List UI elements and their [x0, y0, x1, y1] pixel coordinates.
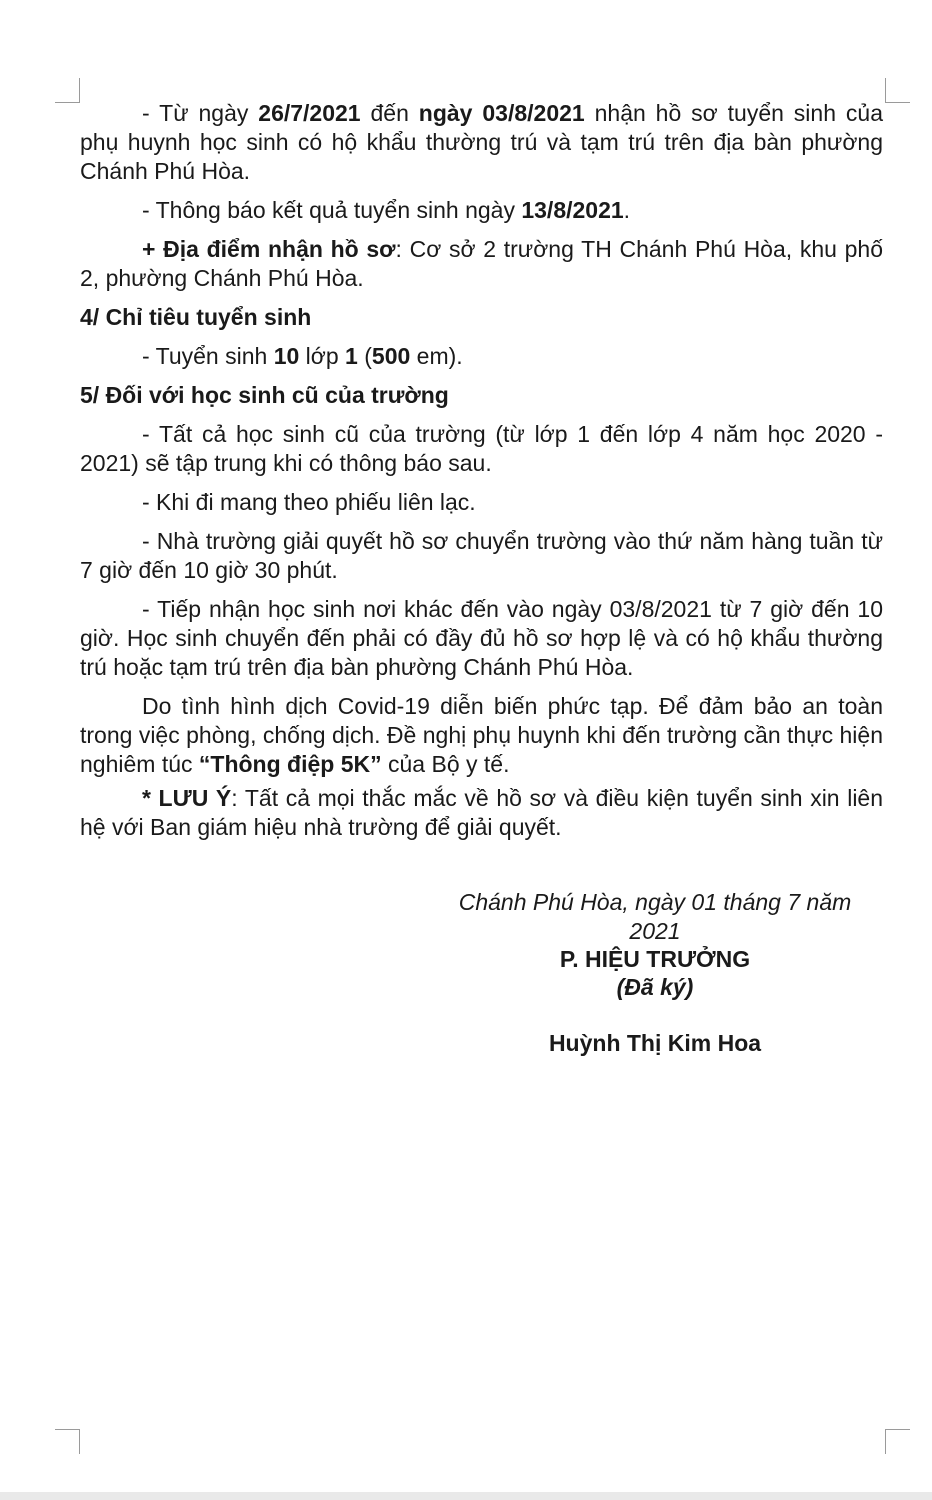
paragraph-note: * LƯU Ý: Tất cả mọi thắc mắc về hồ sơ và điều kiện tuyển sinh xin liên hệ với Ban giám hiệu nhà trường để giải quyết.	[80, 785, 884, 840]
signature-signed-note: (Đã ký)	[616, 974, 694, 1000]
margin-corner-top-left	[55, 78, 80, 103]
paragraph-covid-notice: Do tình hình dịch Covid-19 diễn biến phức tạp. Để đảm bảo an toàn trong việc phòng, chống dịch. Đề nghị phụ huynh khi đến trường cần thực hiện nghiêm túc “Thông điệp 5K” của Bộ y tế.	[80, 693, 883, 777]
heading-section-4: 4/ Chỉ tiêu tuyển sinh	[80, 304, 312, 330]
paragraph-quota: - Tuyển sinh 10 lớp 1 (500 em).	[142, 343, 463, 369]
signature-title: P. HIỆU TRƯỞNG	[559, 946, 751, 972]
paragraph-registration-dates: - Từ ngày 26/7/2021 đến ngày 03/8/2021 nhận hồ sơ tuyển sinh của phụ huynh học sinh có hộ khẩu thường trú và tạm trú trên địa bàn phường Chánh Phú Hòa.	[80, 100, 883, 184]
paragraph-transfer-schedule: - Nhà trường giải quyết hồ sơ chuyển trường vào thứ năm hàng tuần từ 7 giờ đến 10 giờ 30 phút.	[80, 528, 883, 583]
margin-corner-bottom-left	[55, 1429, 80, 1454]
document-body	[80, 99, 883, 852]
margin-corner-bottom-right	[885, 1429, 910, 1454]
heading-section-5: 5/ Đối với học sinh cũ của trường	[80, 382, 449, 408]
signature-place-date: Chánh Phú Hòa, ngày 01 tháng 7 năm 2021	[458, 889, 852, 944]
paragraph-location: + Địa điểm nhận hồ sơ: Cơ sở 2 trường TH Chánh Phú Hòa, khu phố 2, phường Chánh Phú Hòa.	[80, 236, 883, 291]
margin-corner-top-right	[885, 78, 910, 103]
signature-name: Huỳnh Thị Kim Hoa	[548, 1030, 762, 1056]
paragraph-transfer-intake: - Tiếp nhận học sinh nơi khác đến vào ngày 03/8/2021 từ 7 giờ đến 10 giờ. Học sinh chuyển đến phải có đầy đủ hồ sơ hợp lệ và có hộ khẩu thường trú hoặc tạm trú trên địa bàn phường Chánh Phú Hòa.	[80, 596, 883, 680]
paragraph-old-students: - Tất cả học sinh cũ của trường (từ lớp 1 đến lớp 4 năm học 2020 - 2021) sẽ tập trung khi có thông báo sau.	[80, 421, 883, 476]
paragraph-contact-book: - Khi đi mang theo phiếu liên lạc.	[142, 489, 476, 515]
paragraph-result-date: - Thông báo kết quả tuyển sinh ngày 13/8/2021.	[142, 197, 631, 223]
